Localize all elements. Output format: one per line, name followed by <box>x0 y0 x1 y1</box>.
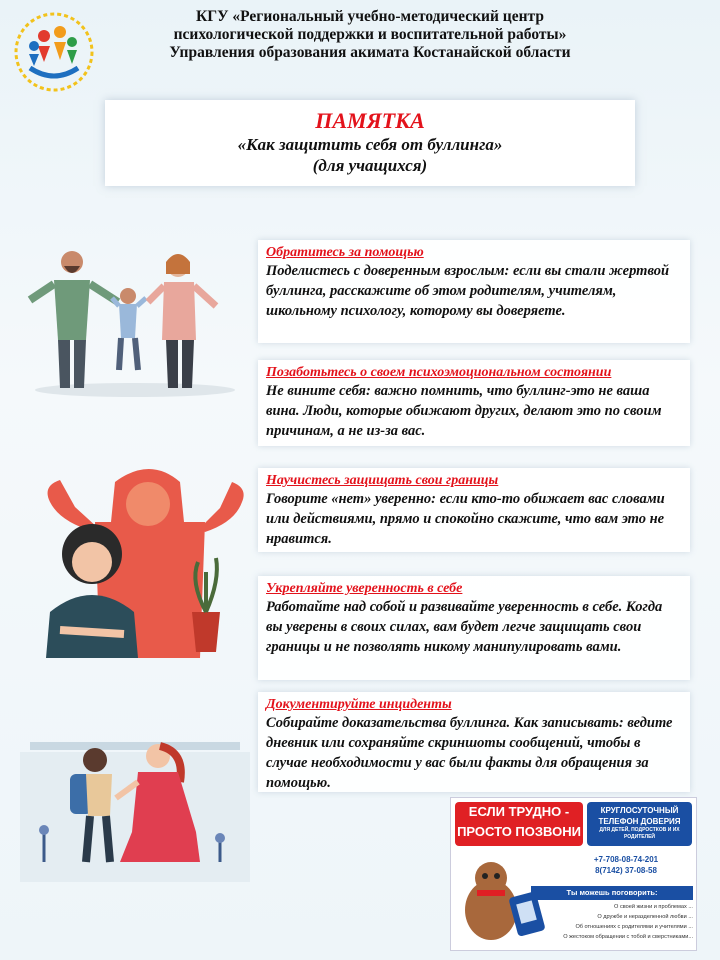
tip-card-boundaries <box>258 468 690 552</box>
topic-item: О жестоком обращении с тобой и сверстниками... <box>563 934 693 940</box>
phone-number-1: +7-708-08-74-201 <box>593 855 659 864</box>
tip-card-emotional-state <box>258 360 690 446</box>
tip-heading: Документируйте инциденты <box>266 697 452 712</box>
tip-body: Не вините себя: важно помнить, что буллинг-это не ваша вина. Люди, которые обижают других, делают это по своим причинам, а не из-за вас. <box>266 383 662 439</box>
hotline-sub: ДЛЯ ДЕТЕЙ, ПОДРОСТКОВ И ИХ РОДИТЕЛЕЙ <box>599 827 680 840</box>
hotline-label-2: ТЕЛЕФОН ДОВЕРИЯ <box>598 817 681 826</box>
poster-headline-1: ЕСЛИ ТРУДНО - <box>468 804 570 819</box>
page-subtitle: «Как защитить себя от буллинга» <box>237 135 503 154</box>
tip-heading: Укрепляйте уверенность в себе <box>266 581 463 596</box>
hotline-label <box>587 802 692 846</box>
page-title: ПАМЯТКА <box>315 108 425 133</box>
hotline-phones <box>561 854 691 876</box>
tip-body: Собирайте доказательства буллинга. Как записывать: ведите дневник или сохраняйте скриншоты сообщений, чтобы в случае необходимости у вас были факты для обращения за помощью. <box>266 715 673 791</box>
organization-header <box>100 8 640 62</box>
topic-item: Об отношениях с родителями и учителями ... <box>575 924 693 930</box>
tip-card-seek-help <box>258 240 690 343</box>
family-illustration <box>20 240 250 400</box>
tip-body: Работайте над собой и развивайте уверенность в себе. Когда вы уверены в своих силах, вам будет легче защищать свои границы и не позволять никому манипулировать вами. <box>266 599 663 655</box>
header-line-3: Управления образования акимата Костанайской области <box>169 44 571 61</box>
hotline-poster <box>450 797 697 951</box>
confidence-illustration <box>20 462 250 658</box>
topic-item: О своей жизни и проблемах ... <box>614 904 693 910</box>
hotline-label-1: КРУГЛОСУТОЧНЫЙ <box>600 806 679 815</box>
tip-body: Поделистесь с доверенным взрослым: если вы стали жертвой буллинга, расскажите об этом родителям, учителям, школьному психологу, которому вы доверяете. <box>266 263 670 319</box>
header-line-1: КГУ «Региональный учебно-методический центр <box>196 8 544 25</box>
poster-headline <box>455 802 583 846</box>
topics-list <box>535 902 693 942</box>
organization-logo <box>8 6 100 98</box>
tip-body: Говорите «нет» уверенно: если кто-то обижает вас словами или действиями, прямо и спокойно скажите, что вам это не нравится. <box>266 491 665 547</box>
title-box <box>105 100 635 186</box>
tip-heading: Научистесь защищать свои границы <box>266 473 499 488</box>
topic-item: О дружбе и неразделенной любви ... <box>597 914 693 920</box>
tip-card-document <box>258 692 690 792</box>
support-illustration <box>20 712 250 882</box>
talk-banner: Ты можешь поговорить: <box>531 886 693 900</box>
tip-heading: Позаботьтесь о своем психоэмоциональном состоянии <box>266 365 612 380</box>
header-line-2: психологической поддержки и воспитательной работы» <box>173 26 567 43</box>
poster-headline-2: ПРОСТО ПОЗВОНИ <box>457 824 581 839</box>
tip-heading: Обратитесь за помощью <box>266 245 424 260</box>
phone-number-2: 8(7142) 37-08-58 <box>595 866 657 875</box>
audience-label: (для учащихся) <box>312 156 428 175</box>
tip-card-confidence <box>258 576 690 680</box>
